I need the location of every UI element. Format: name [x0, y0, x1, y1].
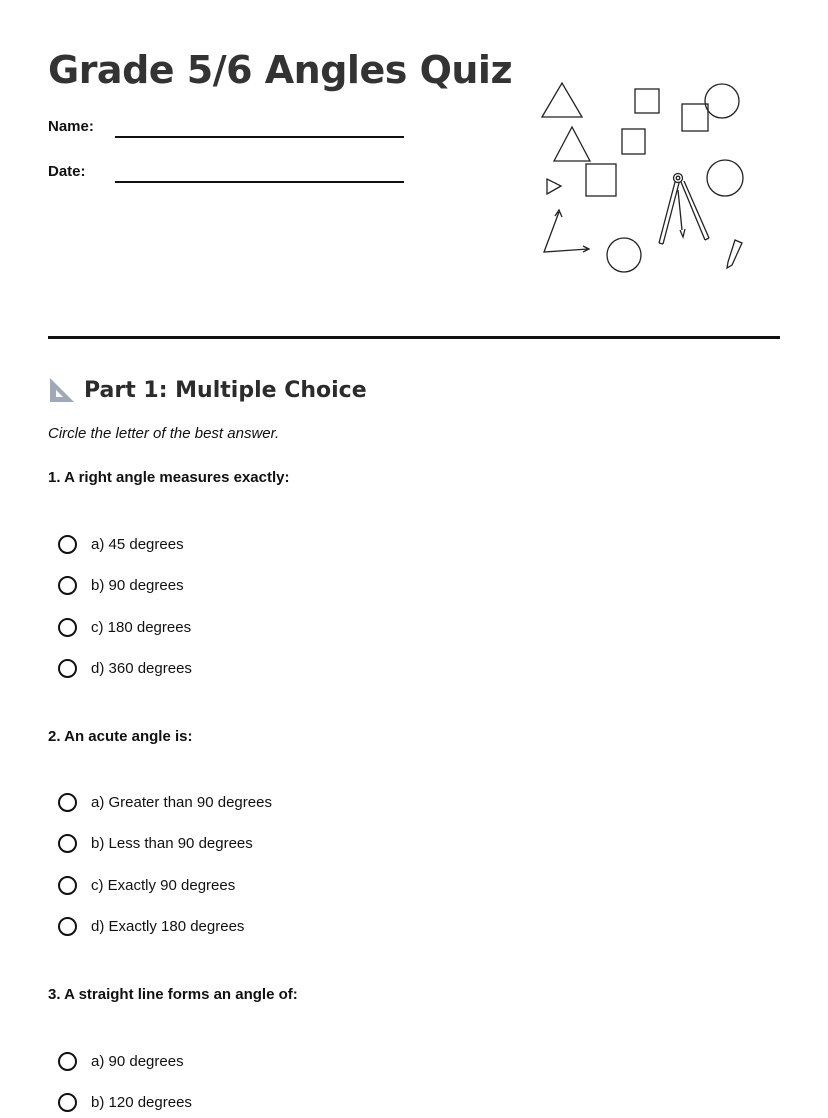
date-field[interactable] — [48, 163, 408, 187]
q2-option-a[interactable] — [58, 790, 272, 814]
radio-circle[interactable] — [58, 659, 77, 678]
q1-option-d[interactable] — [58, 656, 192, 680]
q1-option-a[interactable] — [58, 532, 184, 556]
radio-circle[interactable] — [58, 1052, 77, 1071]
name-line[interactable] — [115, 136, 404, 138]
option-label: a) 45 degrees — [91, 535, 184, 553]
option-label: b) 120 degrees — [91, 1093, 192, 1111]
question-3: 3. A straight line forms an angle of: — [48, 986, 298, 1003]
option-label: d) Exactly 180 degrees — [91, 917, 245, 935]
radio-circle[interactable] — [58, 834, 77, 853]
q1-option-c[interactable] — [58, 615, 191, 639]
option-label: a) Greater than 90 degrees — [91, 793, 272, 811]
part1-instructions: Circle the letter of the best answer. — [48, 425, 280, 442]
q3-option-b[interactable] — [58, 1090, 192, 1114]
q3-option-a[interactable] — [58, 1049, 184, 1073]
radio-circle[interactable] — [58, 876, 77, 895]
option-label: c) Exactly 90 degrees — [91, 876, 236, 894]
set-square-icon — [48, 376, 76, 404]
q1-option-b[interactable] — [58, 573, 184, 597]
date-label: Date: — [48, 163, 86, 180]
option-label: c) 180 degrees — [91, 618, 192, 636]
question-1: 1. A right angle measures exactly: — [48, 469, 290, 486]
option-label: b) Less than 90 degrees — [91, 834, 253, 852]
q2-option-c[interactable] — [58, 873, 235, 897]
geometry-shapes-icon — [535, 75, 755, 280]
section-divider — [48, 336, 780, 339]
option-label: d) 360 degrees — [91, 659, 192, 677]
radio-circle[interactable] — [58, 576, 77, 595]
question-2: 2. An acute angle is: — [48, 728, 193, 745]
part1-title: Part 1: Multiple Choice — [84, 377, 367, 403]
radio-circle[interactable] — [58, 618, 77, 637]
q2-option-d[interactable] — [58, 914, 244, 938]
name-field[interactable] — [48, 118, 408, 142]
part1-header — [48, 374, 367, 406]
radio-circle[interactable] — [58, 793, 77, 812]
radio-circle[interactable] — [58, 917, 77, 936]
q2-option-b[interactable] — [58, 831, 253, 855]
option-label: a) 90 degrees — [91, 1052, 184, 1070]
option-label: b) 90 degrees — [91, 576, 184, 594]
radio-circle[interactable] — [58, 1093, 77, 1112]
radio-circle[interactable] — [58, 535, 77, 554]
page-title: Grade 5/6 Angles Quiz — [48, 48, 513, 92]
date-line[interactable] — [115, 181, 404, 183]
name-label: Name: — [48, 118, 94, 135]
